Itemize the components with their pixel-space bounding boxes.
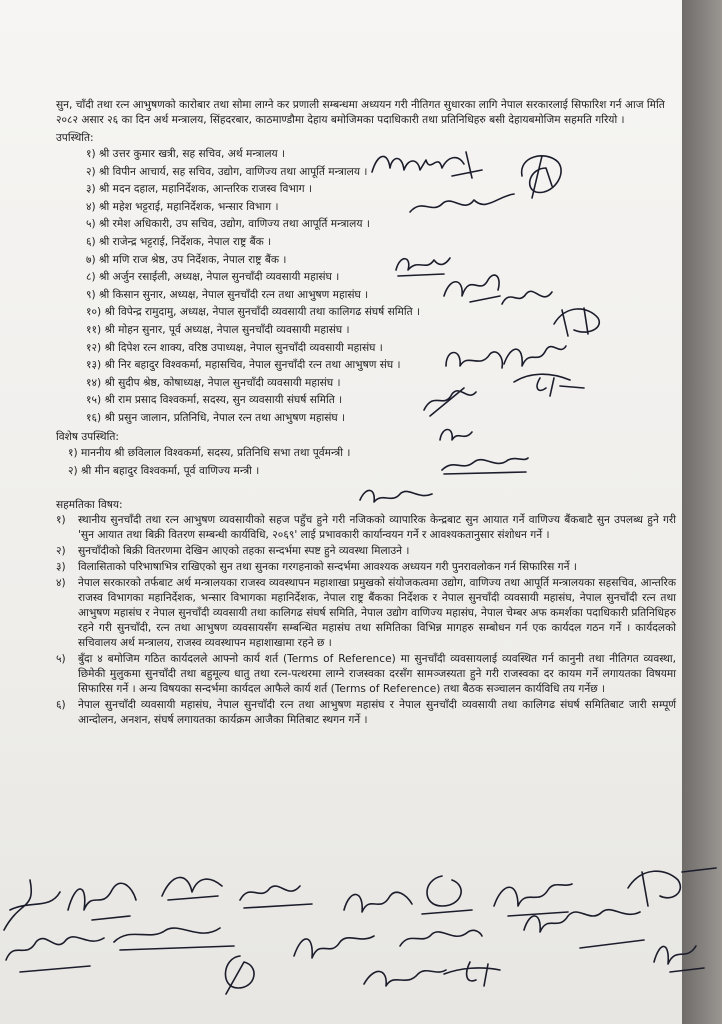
special-attendee-item: १) माननीय श्री छविलाल विश्वकर्मा, सदस्य, प्रतिनिधि सभा तथा पूर्वमन्त्री । [68, 446, 351, 459]
attendee-item: ९) श्री किसान सुनार, अध्यक्ष, नेपाल सुनचाँदी रत्न तथा आभुषण महासंघ । [86, 288, 369, 301]
signature [440, 452, 530, 478]
attendee-item: २) श्री विपीन आचार्य, सह सचिव, उद्योग, वाणिज्य तथा आपूर्ति मन्त्रालय । [86, 165, 368, 178]
attendee-item: १४) श्री सुदीप श्रेष्ठ, कोषाध्यक्ष, नेपाल सुनचाँदी व्यवसायी महासंघ । [86, 376, 341, 389]
signature [210, 944, 270, 1004]
signature [512, 146, 572, 206]
signature [368, 146, 488, 186]
attendee-item: १५) श्री राम प्रसाद विश्वकर्मा, सदस्य, सुन व्यवसायी संघर्ष समिति । [86, 394, 343, 407]
attendee-item: १०) श्री विपेन्द्र रामुदामु, अध्यक्ष, नेपाल सुनचाँदी व्यवसायी तथा कालिगढ संघर्ष समिति । [86, 306, 421, 319]
agreement-item [56, 698, 676, 728]
agreement-number: ३) [56, 560, 66, 573]
signature [510, 368, 590, 398]
signature [440, 342, 510, 382]
agreement-number: ५) [56, 652, 66, 665]
signature [356, 484, 436, 508]
signature [420, 380, 480, 420]
attendance-heading: उपस्थिति: [56, 132, 94, 144]
signature [158, 866, 228, 906]
agreement-number: ६) [56, 698, 66, 711]
intro-paragraph: सुन, चाँदी तथा रत्न आभुषणको कारोबार तथा सोमा लाग्ने कर प्रणाली सम्बन्धमा अध्ययन गरी नीतिगत सुधारका लागि नेपाल सरकारलाई सिफारिश गर्न आज मिति २०८२ असार २६ का दिन अर्थ मन्त्रालय, सिंहदरबार, काठमाण्डौमा देहाय बमोजिमका पदाधिकारी तथा प्रतिनिधिहरु बसी देहायबमोजिम सहमति गरियो । [56, 99, 665, 126]
attendee-item: ८) श्री अर्जुन रसाईली, अध्यक्ष, नेपाल सुनचाँदी व्यवसायी महासंघ । [86, 271, 340, 284]
signature [520, 900, 650, 960]
attendee-item: १) श्री उत्तर कुमार खत्री, सह सचिव, अर्थ मन्त्रालय । [86, 148, 286, 160]
agreement-text: बुँदा ४ बमोजिम गठित कार्यदलले आफ्नो कार्य शर्त (Terms of Reference) मा सुनचाँदी व्यवसायलाई व्यवस्थित गर्न कानुनी तथा नीतिगत व्यवस्था, छिमेकी मुलुकमा सुनचाँदी तथा बहुमूल्य धातु तथा रत्न-पत्थरमा लाग्ने राजस्वका दरसँग सामञ्जस्यता हुने गरी राजस्वका दर कायम गर्ने लगायतका विषयमा सिफारिस गर्ने । अन्य विषयका सन्दर्भमा कार्यदल आफैले कार्य शर्त (Terms of Reference) तथा बैठक सञ्चालन कार्यविधि तय गर्नेछ । [78, 652, 676, 695]
agreement-text: सुनचाँदीको बिक्री वितरणमा देखिन आएको तहका सन्दर्भमा स्पष्ट हुने व्यवस्था मिलाउने । [78, 544, 410, 557]
signature [436, 420, 476, 450]
agreement-list [56, 513, 676, 728]
signature [408, 190, 518, 220]
agreement-item [56, 544, 676, 559]
signature [440, 954, 520, 994]
agreement-item [56, 652, 676, 697]
agreement-text: स्थानीय सुनचाँदी तथा रत्न आभुषण व्यवसायीको सहज पहुँच हुने गरी नजिकको व्यापारिक केन्द्रबाट सुन आयात गर्ने वाणिज्य बैंकबाटै सुन उपलब्ध हुने गरी 'सुन आयात तथा बिक्री वितरण सम्बन्धी कार्यविधि, २०६९' लाई प्रभावकारी कार्यान्वयन गर्ने र आवश्यकतानुसार संशोधन गर्ने । [78, 513, 676, 541]
signature [412, 866, 482, 926]
attendee-item: ५) श्री रमेश अधिकारी, उप सचिव, उद्योग, वाणिज्य तथा आपूर्ति मन्त्रालय । [86, 218, 370, 231]
agreement-text: नेपाल सरकारको तर्फबाट अर्थ मन्त्रालयका राजस्व व्यवस्थापन महाशाखा प्रमुखको संयोजकत्वमा उद्योग, वाणिज्य तथा आपूर्ति मन्त्रालयका सहसचिव, आन्तरिक राजस्व विभागका महानिर्देशक, भन्सार विभागका महानिर्देशक, नेपाल राष्ट्र बैंकका निर्देशक र नेपाल सुनचाँदी व्यवसायी महासंघ, नेपाल सुनचाँदी रत्न तथा आभुषण महासंघ र नेपाल सुनचाँदी व्यवसायी तथा कालिगढ संघर्ष समिति, नेपाल उद्योग वाणिज्य महासंघ, नेपाल चेम्बर अफ कमर्शका पदाधिकारी प्रतिनिधिहरु रहने गरी सुनचाँदी, रत्न तथा आभुषण व्यवसायसँग सम्बन्धित महासंघ तथा समितिका विभिन्न मागहरु सम्बोधन गर्न एक कार्यदल गठन गर्ने । कार्यदलको सचिवालय अर्थ मन्त्रालय, राजस्व व्यवस्थापन महाशाखामा रहने छ । [78, 576, 676, 649]
special-attendance-list [56, 445, 676, 481]
signature [360, 960, 450, 1000]
special-attendee-item: २) श्री मीन बहादुर विश्वकर्मा, पूर्व वाणिज्य मन्त्री । [68, 464, 260, 477]
agreement-text: विलासिताको परिभाषाभित्र राखिएको सुन तथा सुनका गरगहनाको सन्दर्भमा आवश्यक अध्ययन गरी पुनरावलोकन गर्न सिफारिस गर्ने । [78, 560, 577, 573]
attendee-item: १२) श्री दिपेश रत्न शाक्य, वरिष्ठ उपाध्यक्ष, नेपाल सुनचाँदी व्यवसायी महासंघ । [86, 341, 383, 354]
agreement-heading: सहमतिका विषय: [56, 498, 123, 511]
agreement-number: २) [56, 544, 66, 557]
attendee-item: ३) श्री मदन दहाल, महानिर्देशक, आन्तरिक राजस्व विभाग । [86, 183, 312, 196]
agreement-item [56, 576, 676, 651]
signature [0, 920, 110, 980]
attendee-item: १३) श्री निर बहादुर विश्वकर्मा, महासचिव, नेपाल सुनचाँदी रत्न तथा आभुषण संघ । [86, 359, 401, 372]
agreement-number: १) [56, 513, 66, 526]
attendee-item: ६) श्री राजेन्द्र भट्टराई, निर्देशक, नेपाल राष्ट्र बैंक । [86, 235, 272, 248]
agreement-item [56, 560, 676, 575]
agreement-number: ४) [56, 576, 66, 589]
attendee-item: ४) श्री महेश भट्टराई, महानिर्देशक, भन्सार विभाग । [86, 200, 279, 213]
attendee-item: ७) श्री मणि राज श्रेष्ठ, उप निर्देशक, नेपाल राष्ट्र बैंक । [86, 253, 287, 266]
agreement-item [56, 513, 676, 543]
special-attendance-heading: विशेष उपस्थिति: [56, 430, 119, 443]
attendee-item: १६) श्री प्रसुन जालान, प्रतिनिधि, नेपाल रत्न तथा आभुषण महासंघ । [86, 411, 346, 424]
signature [650, 926, 710, 976]
signature [236, 876, 316, 916]
signature [548, 300, 608, 340]
meeting-minutes [56, 98, 676, 729]
attendee-item: ११) श्री मोहन सुनार, पूर्व अध्यक्ष, नेपाल सुनचाँदी व्यवसायी महासंघ । [86, 323, 350, 336]
agreement-text: नेपाल सुनचाँदी व्यवसायी महासंघ, नेपाल सुनचाँदी रत्न तथा आभुषण महासंघ र नेपाल सुनचाँदी व्यवसायी तथा कालिगढ संघर्ष समितिबाट जारी सम्पूर्ण आन्दोलन, अनशन, संघर्ष लगायतका कार्यक्रम आजैका मितिबाट स्थगन गर्ने । [78, 698, 676, 726]
